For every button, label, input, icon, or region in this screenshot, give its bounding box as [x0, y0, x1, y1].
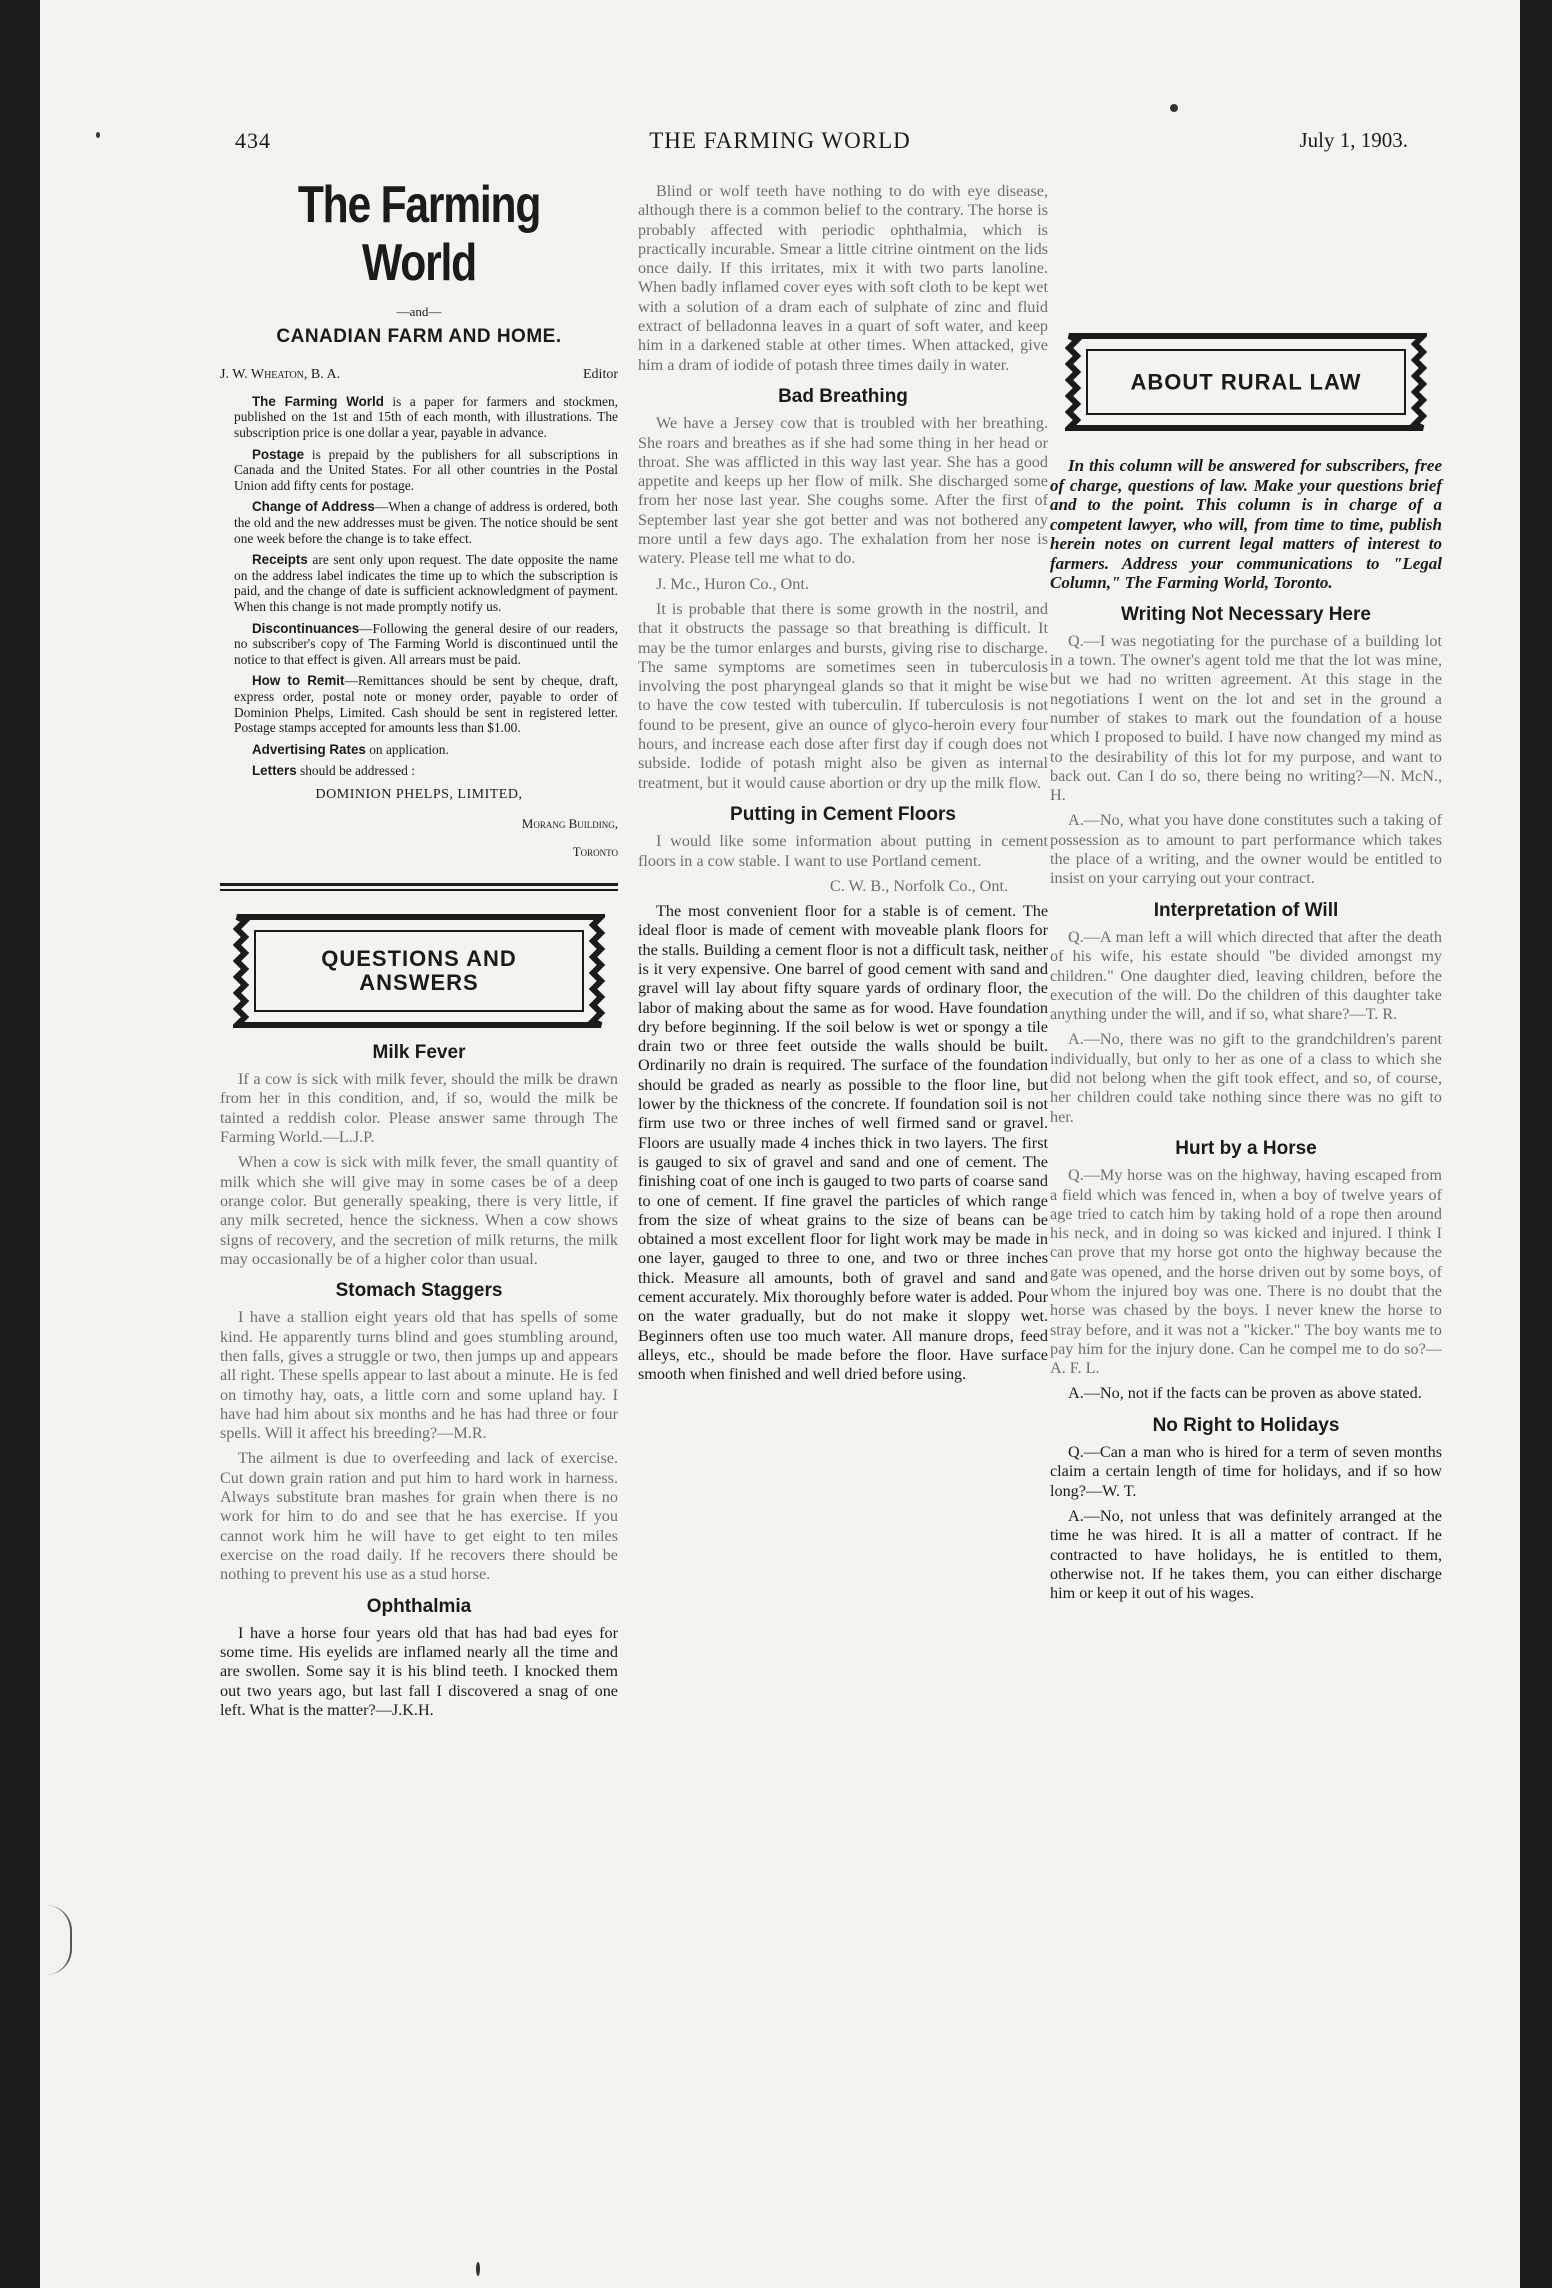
- notice-item: [220, 394, 618, 441]
- article-signature: C. W. B., Norfolk Co., Ont.: [829, 876, 1008, 895]
- running-title: THE FARMING WORLD: [649, 128, 911, 153]
- article-question: Q.—Can a man who is hired for a term of seven months claim a certain length of time for holidays, and if so how long?—W. T.: [1050, 1443, 1442, 1500]
- article-answer: A.—No, not if the facts can be proven as above stated.: [1068, 1384, 1422, 1403]
- article-signature: J. Mc., Huron Co., Ont.: [656, 574, 809, 593]
- notice-text: —When a change of address is ordered, both the old and the new addresses must be given. The notice should be sent one week before the change is to take effect.: [234, 499, 618, 546]
- notice-item: [220, 621, 618, 668]
- article-answer: It is probable that there is some growth in the nostril, and that it obstructs the passage so that breathing is difficult. It may be the tumor enlarges and bursts, giving rise to discharge. The same symptoms are sometimes seen in tuberculosis involving the post pharyngeal glands so that it might be wise to have the cow tested with tuberculin. If tuberculosis is not found to be present, give an ounce of glyco-heroin every four hours, and increase each dose after first day if cough does not subside. Iodide of potash might also be given as internal treatment, but it would cause abortion or dry up the milk flow.: [638, 599, 1048, 792]
- notice-label: Receipts: [252, 552, 308, 568]
- article-question: We have a Jersey cow that is troubled with her breathing. She roars and breathes as if she had some thing in her head or throat. She was afflicted in this way last year. She has a good appetite and keeps up her flow of milk. She discharged some from her nose last year. She coughs some. After the first of September last year she got better and was not bothered any more until a few days ago. The exhalation from her nose is watery. Please tell me what to do.: [638, 414, 1048, 568]
- article-heading: No Right to Holidays: [1152, 1414, 1340, 1436]
- notice-text: are sent only upon request. The date opposite the name on the address label indicates the time up to which the subscription is paid, and the change of date is sufficient acknowledgment of payment. When this change is not made promptly notify us.: [234, 552, 618, 615]
- article-heading: Interpretation of Will: [1153, 899, 1339, 921]
- article-heading: Milk Fever: [372, 1041, 466, 1063]
- article-heading: Hurt by a Horse: [1175, 1137, 1317, 1159]
- notice-label: How to Remit: [252, 673, 345, 689]
- notice-label: Letters: [252, 763, 297, 779]
- notice-text: on application.: [365, 741, 449, 757]
- article-answer: The most convenient floor for a stable is of cement. The ideal floor is made of cement with moveable plank floors for the stalls. Building a cement floor is not a difficult task, neither is it very expensive. One barrel of good cement with sand and gravel will lay about fifty square yards of ordinary floor, the labor of making about the same as for wood. Have foundation dry before beginning. If the soil below is wet or spongy a tile drain two or three feet outside the walls should be built. Ordinarily no drain is required. The surface of the foundation should be graded as nearly as possible to the floor line, but lower by the thickness of the concrete. If foundation soil is not firm use two or three inches of well firmed sand or gravel. Floors are usually made 4 inches thick in two layers. The first is gauged to six of gravel and sand and one of cement. The finishing coat of one inch is gauged to two parts of coarse sand to one of cement. If fine gravel the particles of which range from the size of wheat grains to the size of beans can be obtained a most excellent floor for light work may be made in one layer, gauged to three to one, and two or three inches thick. Measure all amounts, both of gravel and sand and cement accurately. Mix thoroughly before water is added. Pour on the water gradually, but do not make it sloppy wet. Beginners often use too much water. All manure drops, feed alleys, etc., should be made before the floor. Have surface smooth when finished and well dried before using.: [638, 902, 1048, 1384]
- article-question: If a cow is sick with milk fever, should the milk be drawn from her in this condition, and, if so, would the milk be tainted a reddish color. Please answer same through The Farming World.—L.J.P.: [220, 1070, 618, 1147]
- ink-speck: [1170, 104, 1178, 112]
- rural-law-banner: [1065, 330, 1427, 434]
- column-middle: [638, 182, 1048, 1391]
- article-heading: Bad Breathing: [778, 385, 908, 407]
- page-number: 434: [235, 128, 271, 153]
- ink-speck: [96, 132, 100, 138]
- notice-text: —Following the general desire of our readers, no subscriber's copy of The Farming World is discontinued until the notice to that effect is given. All arrears must be paid.: [234, 620, 618, 667]
- qa-banner-label: [233, 947, 605, 995]
- publisher-building: Morang Building,: [521, 816, 618, 832]
- rural-law-label: ABOUT RURAL LAW: [1130, 369, 1362, 395]
- margin-mark: [46, 1905, 72, 1975]
- column-right: [1050, 369, 1442, 1609]
- notice-label: The Farming World: [252, 393, 384, 409]
- column-left: [220, 176, 618, 1726]
- article-question: I have a horse four years old that has had bad eyes for some time. His eyelids are inflamed nearly all the time and are swollen. Some say it is his blind teeth. I knocked them out two years ago, but last fall I discovered a snag of one left. What is the matter?—J.K.H.: [220, 1623, 618, 1720]
- issue-date: July 1, 1903.: [1299, 128, 1408, 152]
- article-heading: Stomach Staggers: [335, 1280, 503, 1302]
- editor-line: [220, 365, 618, 384]
- article-question: Q.—My horse was on the highway, having escaped from a field which was fenced in, when a boy of twelve years of age tried to catch him by taking hold of a rope then around his neck, and in doing so was kicked and injured. I think I can prove that my horse got onto the highway because the gate was opened, and the horse driven out by some boys, of whom the injured boy was one. There is no doubt that the horse was chased by the boys. I never knew the horse to stray before, and it was not a "kicker." The boy wants me to pay him for the injury done. Can he compel me to do so?—A. F. L.: [1050, 1166, 1442, 1378]
- article-answer: The ailment is due to overfeeding and lack of exercise. Cut down grain ration and put him to hard work in harness. Always substitute bran mashes for grain when there is no work for him to do and see that he has exercise. If you cannot work him he will have to get eight to ten miles exercise on the road daily. If he recovers there should be nothing to prevent his use as a stud horse.: [220, 1449, 618, 1584]
- newspaper-page: [40, 0, 1520, 2288]
- editor-label: Editor: [583, 366, 618, 382]
- notice-text: is prepaid by the publishers for all subscriptions in Canada and the United States. For all other countries in the Postal Union add fifty cents for postage.: [234, 446, 618, 493]
- article-question: I have a stallion eight years old that has spells of some kind. He apparently turns blind and goes stumbling around, then falls, gives a struggle or two, then jumps up and appears all right. These spells appear to last about a minute. He is fed on timothy hay, oats, a little corn and some upland hay. I have had him about six months and he has had three or four spells. Will it affect his breeding?—M.R.: [220, 1308, 618, 1443]
- article-heading: Ophthalmia: [366, 1595, 472, 1617]
- masthead-and: —and—: [396, 304, 442, 319]
- article-answer: Blind or wolf teeth have nothing to do with eye disease, although there is a common belief to the contrary. The horse is probably affected with periodic ophthalmia, which is practically incurable. Smear a little citrine ointment on the lids once daily. If this irritates, mix it with two parts lanoline. When badly inflamed cover eyes with soft cloth to be kept wet with a solution of a dram each of sulphate of zinc and fluid extract of belladonna leaves in a quart of soft water, and keep him in a darkened stable at other times. When attacked, give him a dram of iodide of potash three times daily in water.: [638, 182, 1048, 374]
- article-question: Q.—A man left a will which directed that after the death of his wife, his estate should "be divided amongst my children." One daughter died, leaving children, before the execution of the will. Do the children of this daughter take anything under the will, and if so, what share?—T. R.: [1050, 927, 1442, 1024]
- article-question: Q.—I was negotiating for the purchase of a building lot in a town. The owner's agent told me that the lot was mine, but we had no written agreement. At this stage in the negotiations I went on the lot and set in the ground a number of stakes to mark out the foundation of a house which I proposed to build. I have now changed my mind as to the desirability of this lot for my purpose, and want to back out. Can I do so, there being no writing?—N. McN., H.: [1050, 631, 1442, 805]
- notice-label: Advertising Rates: [252, 741, 366, 757]
- article-heading: Putting in Cement Floors: [730, 803, 956, 825]
- masthead-title: The Farming World: [297, 176, 541, 292]
- qa-banner-line2: ANSWERS: [359, 969, 479, 995]
- publisher-name: DOMINION PHELPS, LIMITED,: [315, 786, 523, 802]
- notice-label: Discontinuances: [252, 620, 360, 636]
- notice-label: Change of Address: [252, 499, 375, 515]
- notice-item: [220, 499, 618, 546]
- article-heading: Writing Not Necessary Here: [1121, 603, 1371, 625]
- notice-text: should be addressed :: [296, 763, 415, 779]
- ink-speck: [476, 2262, 480, 2276]
- article-answer: A.—No, not unless that was definitely arranged at the time he was hired. It is all a matter of contract. If he contracted to have holidays, he is entitled to them, otherwise not. If he takes them, you can either discharge him or keep it out of his wages.: [1050, 1506, 1442, 1603]
- notice-item: [220, 742, 618, 758]
- notice-label: Postage: [252, 446, 305, 462]
- notice-item: [220, 447, 618, 494]
- page-header: [40, 128, 1520, 168]
- rural-law-intro: In this column will be answered for subscribers, free of charge, questions of law. Make your questions brief and to the point. This column is in charge of a competent lawyer, who will, from time to time, publish herein notes on current legal matters of interest to farmers. Address your communications to "Legal Column," The Farming World, Toronto.: [1050, 456, 1442, 592]
- notice-item: [220, 763, 618, 779]
- article-answer: A.—No, what you have done constitutes such a taking of possession as to amount to part performance which takes the place of a writing, and the owner would be entitled to insist on your carrying out your contract.: [1050, 811, 1442, 888]
- notice-text: —Remittances should be sent by cheque, draft, express order, postal note or money order, payable to order of Dominion Phelps, Limited. Cash should be sent in registered letter. Postage stamps accepted for amounts less than $1.00.: [234, 673, 618, 736]
- publisher-notices: [220, 394, 618, 779]
- notice-item: [220, 552, 618, 614]
- publisher-city: Toronto: [572, 843, 618, 859]
- article-question: I would like some information about putting in cement floors in a cow stable. I want to use Portland cement.: [638, 832, 1048, 870]
- article-answer: A.—No, there was no gift to the grandchildren's parent individually, but only to her as one of a class to which she did not belong when the gift took effect, and so, of course, her children could take nothing since there was no gift to her.: [1050, 1030, 1442, 1126]
- notice-text: is a paper for farmers and stockmen, published on the 1st and 15th of each month, with illustrations. The subscription price is one dollar a year, payable in advance.: [234, 393, 618, 441]
- notice-item: [220, 673, 618, 735]
- article-answer: When a cow is sick with milk fever, the small quantity of milk which she will give may in some cases be of a deep orange color. But generally speaking, there is very little, if any milk secreted, hence the sickness. When a cow shows signs of recovery, and the secretion of milk returns, the milk may occasionally be of a higher color than usual.: [220, 1153, 618, 1268]
- section-divider: [220, 883, 618, 891]
- masthead-subtitle: CANADIAN FARM AND HOME.: [276, 326, 562, 348]
- questions-answers-banner: [233, 911, 605, 1031]
- editor-name: J. W. Wheaton, B. A.: [220, 366, 341, 382]
- qa-banner-line1: QUESTIONS AND: [321, 945, 517, 971]
